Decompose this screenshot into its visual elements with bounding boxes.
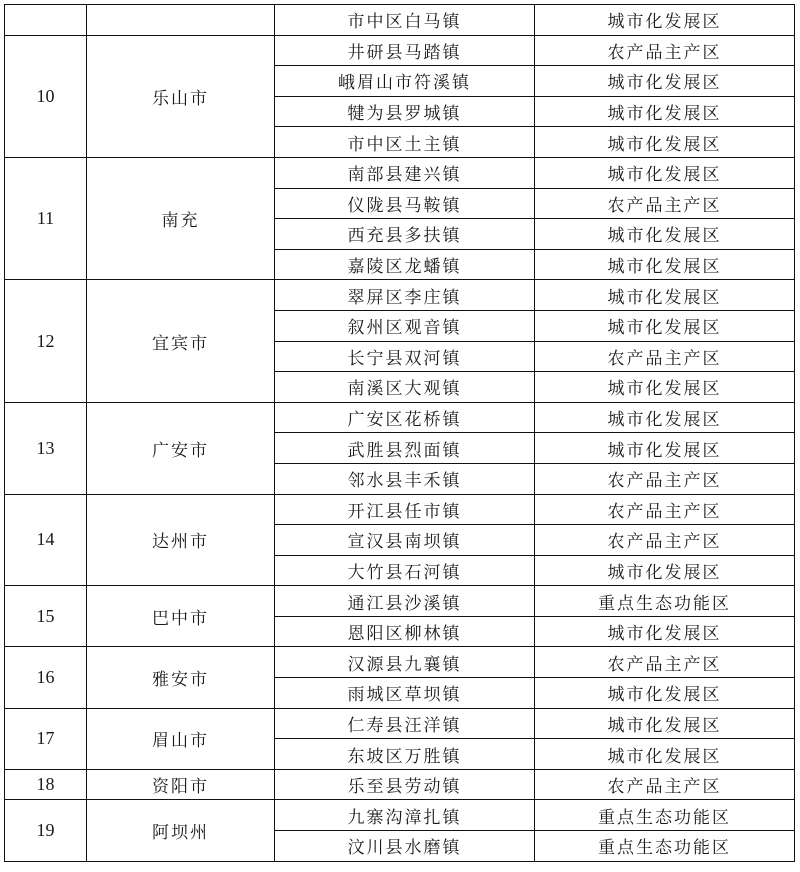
zone-type-cell: 农产品主产区 (535, 494, 795, 525)
table-row (5, 586, 795, 617)
town-cell: 犍为县罗城镇 (275, 96, 535, 127)
zone-type-cell: 农产品主产区 (535, 647, 795, 678)
zone-type-cell: 城市化发展区 (535, 402, 795, 433)
group-number-cell: 12 (5, 280, 87, 402)
town-cell: 叙州区观音镇 (275, 310, 535, 341)
table-body (5, 5, 795, 862)
zone-type-cell: 农产品主产区 (535, 188, 795, 219)
city-cell: 眉山市 (87, 708, 275, 769)
town-cell: 汉源县九襄镇 (275, 647, 535, 678)
town-cell: 武胜县烈面镇 (275, 433, 535, 464)
zone-type-cell: 城市化发展区 (535, 708, 795, 739)
town-cell: 雨城区草坝镇 (275, 678, 535, 709)
town-cell: 峨眉山市符溪镇 (275, 66, 535, 97)
group-number-cell: 18 (5, 769, 87, 800)
table-row (5, 35, 795, 66)
group-number-cell: 16 (5, 647, 87, 708)
table-row (5, 402, 795, 433)
town-cell: 广安区花桥镇 (275, 402, 535, 433)
group-number-cell: 19 (5, 800, 87, 861)
zone-type-cell: 城市化发展区 (535, 616, 795, 647)
town-zone-table (4, 4, 795, 862)
zone-type-cell: 城市化发展区 (535, 66, 795, 97)
city-cell: 达州市 (87, 494, 275, 586)
town-cell: 井研县马踏镇 (275, 35, 535, 66)
town-cell: 仁寿县汪洋镇 (275, 708, 535, 739)
zone-type-cell: 重点生态功能区 (535, 831, 795, 862)
town-cell: 乐至县劳动镇 (275, 769, 535, 800)
town-cell: 通江县沙溪镇 (275, 586, 535, 617)
city-cell: 阿坝州 (87, 800, 275, 861)
town-cell: 开江县任市镇 (275, 494, 535, 525)
city-cell: 宜宾市 (87, 280, 275, 402)
zone-type-cell: 城市化发展区 (535, 739, 795, 770)
zone-type-cell: 城市化发展区 (535, 157, 795, 188)
town-cell: 仪陇县马鞍镇 (275, 188, 535, 219)
table-row (5, 280, 795, 311)
town-cell: 宣汉县南坝镇 (275, 525, 535, 556)
zone-type-cell: 农产品主产区 (535, 341, 795, 372)
zone-type-cell: 城市化发展区 (535, 127, 795, 158)
zone-type-cell: 城市化发展区 (535, 5, 795, 36)
town-cell: 嘉陵区龙蟠镇 (275, 249, 535, 280)
town-cell: 市中区白马镇 (275, 5, 535, 36)
zone-type-cell: 城市化发展区 (535, 555, 795, 586)
table-row (5, 494, 795, 525)
city-cell: 巴中市 (87, 586, 275, 647)
table-row (5, 647, 795, 678)
town-cell: 翠屏区李庄镇 (275, 280, 535, 311)
town-cell: 南溪区大观镇 (275, 372, 535, 403)
zone-type-cell: 农产品主产区 (535, 525, 795, 556)
town-cell: 南部县建兴镇 (275, 157, 535, 188)
zone-type-cell: 重点生态功能区 (535, 586, 795, 617)
town-cell: 东坡区万胜镇 (275, 739, 535, 770)
zone-type-cell: 城市化发展区 (535, 433, 795, 464)
zone-type-cell: 农产品主产区 (535, 35, 795, 66)
group-number-cell: 17 (5, 708, 87, 769)
town-cell: 市中区土主镇 (275, 127, 535, 158)
zone-type-cell: 城市化发展区 (535, 219, 795, 250)
city-cell: 广安市 (87, 402, 275, 494)
town-cell: 九寨沟漳扎镇 (275, 800, 535, 831)
zone-type-cell: 城市化发展区 (535, 678, 795, 709)
town-cell: 大竹县石河镇 (275, 555, 535, 586)
town-cell: 邻水县丰禾镇 (275, 463, 535, 494)
zone-type-cell: 农产品主产区 (535, 463, 795, 494)
table-row (5, 5, 795, 36)
city-cell: 南充 (87, 157, 275, 279)
group-number-cell: 13 (5, 402, 87, 494)
table-row (5, 157, 795, 188)
town-cell: 恩阳区柳林镇 (275, 616, 535, 647)
zone-type-cell: 城市化发展区 (535, 372, 795, 403)
city-cell: 雅安市 (87, 647, 275, 708)
zone-type-cell: 重点生态功能区 (535, 800, 795, 831)
group-number-cell: 14 (5, 494, 87, 586)
city-cell: 资阳市 (87, 769, 275, 800)
town-cell: 汶川县水磨镇 (275, 831, 535, 862)
zone-type-cell: 城市化发展区 (535, 310, 795, 341)
group-number-cell (5, 5, 87, 36)
city-cell: 乐山市 (87, 35, 275, 157)
zone-type-cell: 城市化发展区 (535, 249, 795, 280)
town-cell: 西充县多扶镇 (275, 219, 535, 250)
group-number-cell: 11 (5, 157, 87, 279)
group-number-cell: 10 (5, 35, 87, 157)
town-cell: 长宁县双河镇 (275, 341, 535, 372)
city-cell (87, 5, 275, 36)
zone-type-cell: 城市化发展区 (535, 96, 795, 127)
table-row (5, 769, 795, 800)
table-row (5, 708, 795, 739)
zone-type-cell: 农产品主产区 (535, 769, 795, 800)
zone-type-cell: 城市化发展区 (535, 280, 795, 311)
group-number-cell: 15 (5, 586, 87, 647)
table-row (5, 800, 795, 831)
